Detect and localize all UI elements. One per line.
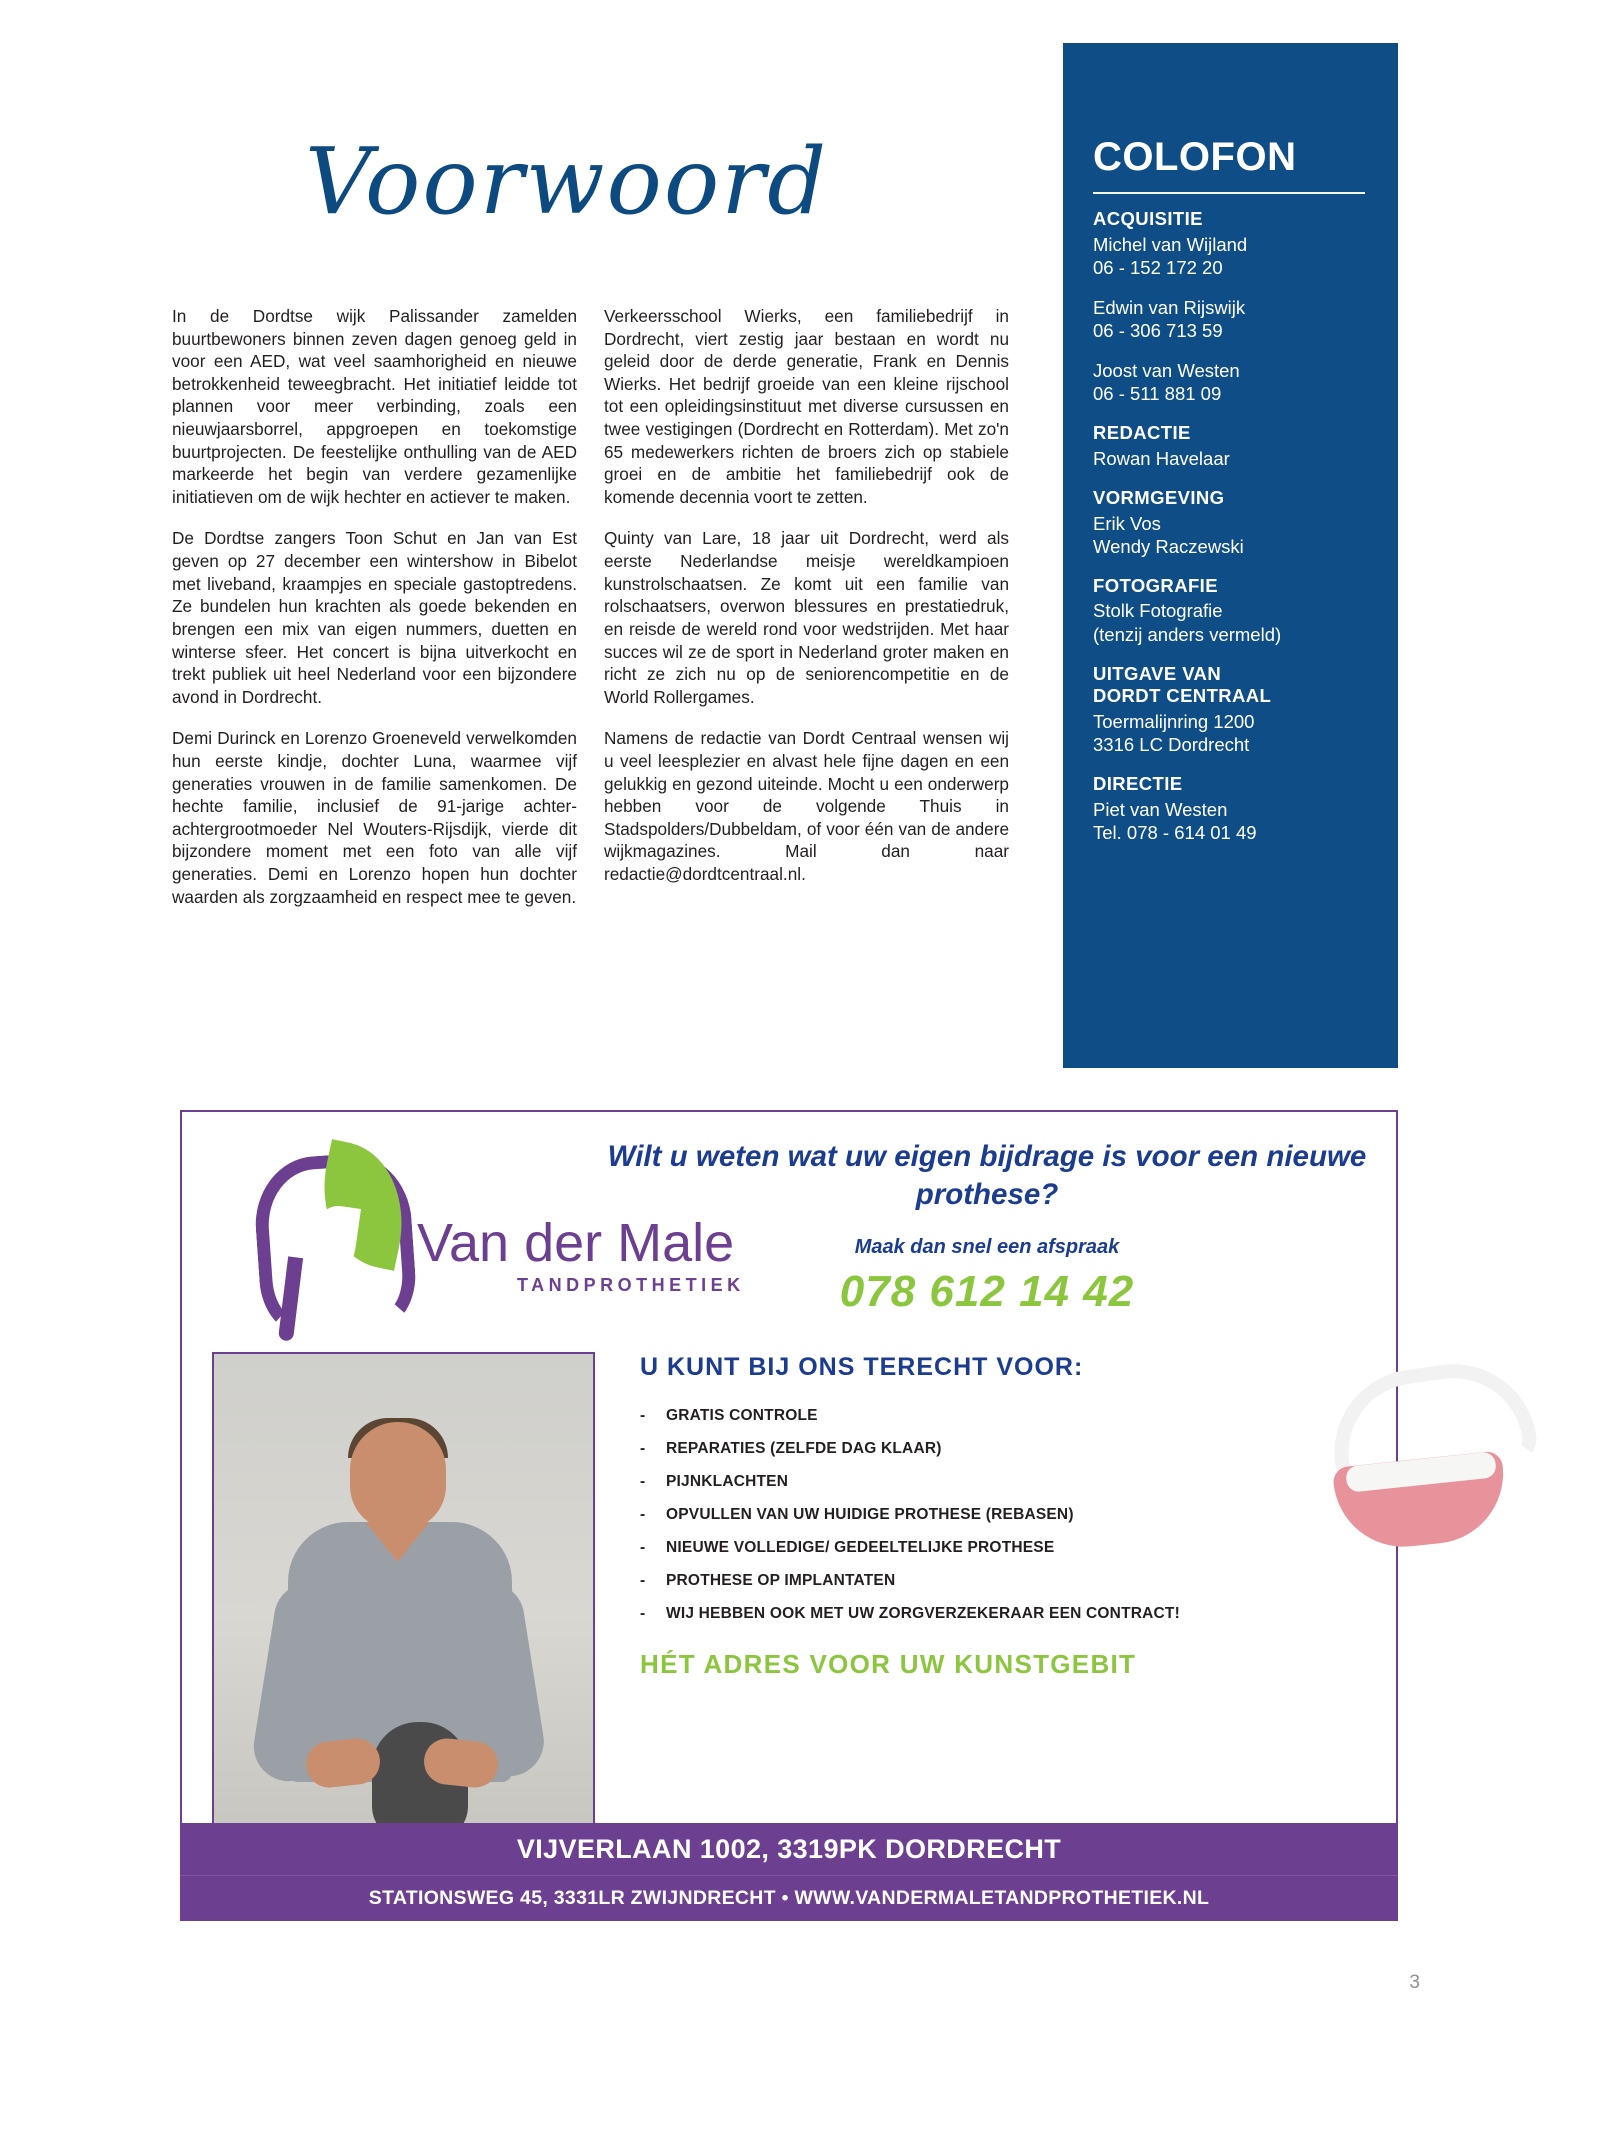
- dash-bullet-icon: -: [640, 1473, 646, 1490]
- colofon-title: COLOFON: [1093, 135, 1297, 179]
- colofon-line: Erik Vos: [1093, 512, 1161, 534]
- ad-address-primary: VIJVERLAAN 1002, 3319PK DORDRECHT: [180, 1823, 1398, 1875]
- tooth-leaf-icon: [247, 1147, 417, 1347]
- ad-closing-line: HÉT ADRES VOOR UW KUNSTGEBIT: [640, 1649, 1137, 1679]
- colofon-line: Tel. 078 - 614 01 49: [1093, 821, 1257, 843]
- colofon-section-heading: VORMGEVING: [1093, 487, 1225, 508]
- dash-bullet-icon: -: [640, 1539, 646, 1556]
- list-item-label: OPVULLEN VAN UW HUIDIGE PROTHESE (REBASEN): [666, 1506, 1074, 1523]
- page-number: 3: [1409, 1972, 1420, 1993]
- colofon-section-redactie: [1093, 422, 1370, 470]
- colofon-line: Toermalijnring 1200: [1093, 710, 1255, 732]
- colofon-panel: [1063, 43, 1398, 1068]
- editorial-column-right: [604, 305, 1009, 908]
- colofon-line: Piet van Westen: [1093, 798, 1228, 820]
- ad-services-list: [640, 1407, 1372, 1623]
- colofon-line: Stolk Fotografie: [1093, 600, 1223, 622]
- colofon-line: 06 - 152 172 20: [1093, 256, 1223, 278]
- colofon-line: Rowan Havelaar: [1093, 447, 1230, 469]
- ad-address-secondary: STATIONSWEG 45, 3331LR ZWIJNDRECHT • WWW.VANDERMALETANDPROTHETIEK.NL: [180, 1875, 1398, 1921]
- colofon-section-heading: DIRECTIE: [1093, 773, 1183, 794]
- colofon-section-heading: ACQUISITIE: [1093, 208, 1203, 229]
- colofon-section-heading: UITGAVE VAN DORDT CENTRAAL: [1093, 662, 1272, 707]
- paragraph: In de Dordtse wijk Palissander zamelden buurtbewoners binnen zeven dagen genoeg geld in voor een AED, wat veel saamhorigheid en nieuwe betrokkenheid teweegbracht. Het initiatief leidde tot plannen voor meer verbinding, zoals een nieuwjaarsborrel, appgroepen en toekomstige buurtprojecten. De feestelijke onthulling van de AED markeerde het begin van verdere gezamenlijke initiatieven om de wijk hechter en actiever te maken.: [172, 306, 577, 507]
- colofon-section-vormgeving: [1093, 487, 1370, 558]
- advertiser-name: Van der Male: [417, 1213, 735, 1273]
- colofon-line: 06 - 511 881 09: [1093, 383, 1222, 405]
- editorial-columns: [172, 305, 1010, 908]
- person-illustration: [254, 1422, 554, 1832]
- paragraph: De Dordtse zangers Toon Schut en Jan van Est geven op 27 december een wintershow in Bibelot met liveband, kraampjes en speciale gastoptredens. Ze bundelen hun krachten als goede bekenden en brengen een mix van eigen nummers, duetten en winterse sfeer. Het concert is bijna uitverkocht en trekt publiek uit heel Nederland voor een bijzondere avond in Dordrecht.: [172, 528, 577, 707]
- paragraph: Quinty van Lare, 18 jaar uit Dordrecht, werd als eerste Nederlandse meisje wereldkampioen kunstrolschaatsen. Ze komt uit een familie van rolschaatsers, overwon blessures en prestatiedruk, en reisde de wereld rond voor wedstrijden. Met haar succes wil ze de sport in Nederland groter maken en richt ze zich nu op de seniorencompetitie en de World Rollergames.: [604, 528, 1009, 707]
- colofon-contact-joost: [1093, 359, 1370, 405]
- colofon-line: Michel van Wijland: [1093, 233, 1248, 255]
- list-item-label: REPARATIES (ZELFDE DAG KLAAR): [666, 1440, 942, 1457]
- list-item: [640, 1539, 1372, 1557]
- colofon-line: 3316 LC Dordrecht: [1093, 733, 1250, 755]
- list-item-label: WIJ HEBBEN OOK MET UW ZORGVERZEKERAAR EEN CONTRACT!: [666, 1605, 1180, 1622]
- list-item: [640, 1473, 1372, 1491]
- advertiser-tagline: TANDPROTHETIEK: [517, 1275, 745, 1295]
- dash-bullet-icon: -: [640, 1440, 646, 1457]
- denture-photo-icon: [1322, 1367, 1522, 1557]
- ad-services-title: U KUNT BIJ ONS TERECHT VOOR:: [640, 1352, 1084, 1381]
- list-item: [640, 1440, 1372, 1458]
- divider: [1093, 192, 1365, 194]
- list-item-label: NIEUWE VOLLEDIGE/ GEDEELTELIJKE PROTHESE: [666, 1539, 1055, 1556]
- paragraph: Verkeersschool Wierks, een familiebedrijf in Dordrecht, viert zestig jaar bestaan en wordt nu geleid door de derde generatie, Frank en Dennis Wierks. Het bedrijf groeide van een kleine rijschool tot een opleidingsinstituut met diverse cursussen en twee vestigingen (Dordrecht en Rotterdam). Met zo'n 65 medewerkers richten de broers zich op stabiele groei en de ambitie het familiebedrijf ook de komende decennia voort te zetten.: [604, 306, 1009, 507]
- ad-headline: Wilt u weten wat uw eigen bijdrage is voor een nieuwe prothese?: [607, 1140, 1367, 1211]
- list-item-label: PIJNKLACHTEN: [666, 1473, 789, 1490]
- dash-bullet-icon: -: [640, 1605, 646, 1622]
- ad-copy: [602, 1138, 1372, 1680]
- colofon-section-heading: FOTOGRAFIE: [1093, 574, 1218, 596]
- colofon-section-acquisitie: [1093, 208, 1370, 279]
- advertisement[interactable]: [180, 1110, 1398, 1910]
- paragraph: Demi Durinck en Lorenzo Groeneveld verwelkomden hun eerste kindje, dochter Luna, waarmee vijf generaties vrouwen in de familie samenkomen. De hechte familie, inclusief de 91-jarige achter-achtergrootmoeder Nel Wouters-Rijsdijk, vierde dit bijzondere moment met een foto van alle vijf generaties. Demi en Lorenzo hopen hun dochter waarden als zorgzaamheid en respect mee te geven.: [172, 728, 577, 907]
- colofon-section-heading: REDACTIE: [1093, 422, 1191, 444]
- list-item-label: PROTHESE OP IMPLANTATEN: [666, 1572, 896, 1589]
- dash-bullet-icon: -: [640, 1506, 646, 1523]
- colofon-contact-edwin: [1093, 296, 1370, 342]
- advertiser-photo: [212, 1352, 595, 1832]
- colofon-line: 06 - 306 713 59: [1093, 319, 1223, 341]
- ad-phone-number[interactable]: 078 612 14 42: [839, 1266, 1135, 1316]
- list-item: [640, 1506, 1372, 1524]
- paragraph: Namens de redactie van Dordt Centraal wensen wij u veel leesplezier en alvast hele fijne dagen en een gelukkig en gezond uiteinde. Mocht u een onderwerp hebben voor de volgende Thuis in Stadspolders/Dubbeldam, of voor één van de andere wijkmagazines. Mail dan naar redactie@dordtcentraal.nl.: [604, 728, 1009, 885]
- colofon-line: Wendy Raczewski: [1093, 535, 1244, 557]
- list-item: [640, 1605, 1372, 1623]
- colofon-section-directie: [1093, 773, 1370, 844]
- dash-bullet-icon: -: [640, 1572, 646, 1589]
- editorial-column-left: [172, 305, 577, 908]
- list-item: [640, 1572, 1372, 1590]
- colofon-section-fotografie: [1093, 575, 1370, 646]
- colofon-line: (tenzij anders vermeld): [1093, 623, 1282, 645]
- list-item: [640, 1407, 1372, 1425]
- colofon-section-uitgave: [1093, 663, 1370, 756]
- ad-subheadline: Maak dan snel een afspraak: [854, 1235, 1120, 1258]
- list-item-label: GRATIS CONTROLE: [666, 1407, 818, 1424]
- colofon-line: Joost van Westen: [1093, 360, 1240, 382]
- dash-bullet-icon: -: [640, 1407, 646, 1424]
- page-title: Voorwoord: [305, 128, 829, 235]
- colofon-line: Edwin van Rijswijk: [1093, 296, 1246, 318]
